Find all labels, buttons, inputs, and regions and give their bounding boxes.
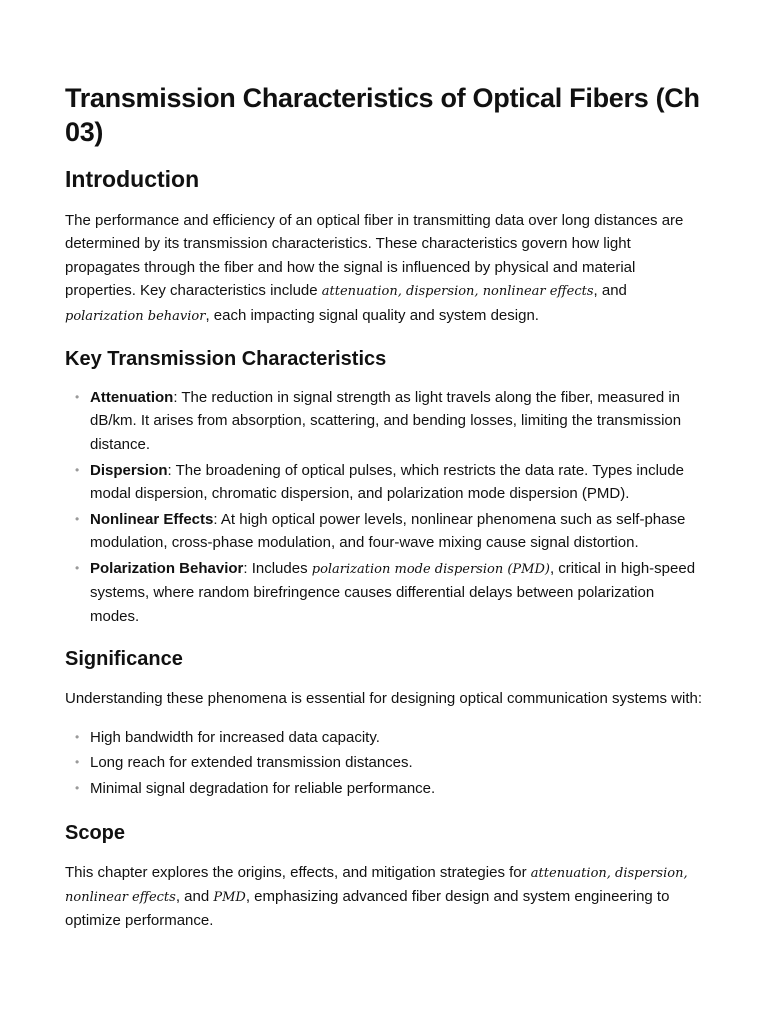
item-term: Nonlinear Effects xyxy=(90,510,214,528)
scope-math-3: PMD xyxy=(213,890,246,906)
introduction-text-3: , each impacting signal quality and system design. xyxy=(205,306,539,324)
scope-text-1: This chapter explores the origins, effects, and mitigation strategies for xyxy=(65,863,531,881)
bullet-dot: • xyxy=(75,462,80,477)
item-text: : The broadening of optical pulses, which restricts the data rate. Types include modal dispersion, chromatic dispersion, and polarization mode dispersion (PMD). xyxy=(90,461,684,503)
list-item xyxy=(75,777,704,800)
bullet-dot: • xyxy=(75,511,80,526)
scope-heading: Scope xyxy=(65,821,126,844)
list-item-text: Long reach for extended transmission distances. xyxy=(90,754,413,772)
introduction-paragraph xyxy=(65,209,704,328)
scope-paragraph xyxy=(65,861,704,933)
item-text-before: : Includes xyxy=(243,560,312,578)
bullet-dot: • xyxy=(75,561,80,576)
bullet-dot: • xyxy=(75,729,80,744)
introduction-heading: Introduction xyxy=(65,166,200,192)
introduction-text-2: , and xyxy=(593,282,627,300)
list-item-text: High bandwidth for increased data capacity. xyxy=(90,728,380,746)
introduction-math-2: polarization behavior xyxy=(65,308,206,324)
bullet-dot: • xyxy=(75,390,80,405)
scope-text-2: , and xyxy=(175,888,214,906)
item-term: Dispersion xyxy=(90,461,168,479)
bullet-dot: • xyxy=(75,755,80,770)
item-text-after: , critical in high-speed systems, where random birefringence causes differential delays between polarization modes. xyxy=(90,560,696,625)
list-item-attenuation xyxy=(75,386,704,456)
significance-heading: Significance xyxy=(65,648,183,671)
list-item-nonlinear-effects xyxy=(75,508,704,555)
significance-paragraph: Understanding these phenomena is essential for designing optical communication systems with: xyxy=(65,690,703,708)
key-characteristics-list xyxy=(65,386,704,628)
introduction-math-1: attenuation, dispersion, nonlinear effects xyxy=(321,284,594,300)
item-term: Polarization Behavior xyxy=(90,560,244,578)
key-characteristics-heading: Key Transmission Characteristics xyxy=(65,348,387,371)
item-text: : At high optical power levels, nonlinear phenomena such as self-phase modulation, cross-phase modulation, and four-wave mixing cause signal distortion. xyxy=(90,510,686,552)
significance-list xyxy=(65,726,704,801)
bullet-dot: • xyxy=(75,781,80,796)
scope-text-3: , emphasizing advanced fiber design and system engineering to optimize performance. xyxy=(65,888,670,930)
item-term: Attenuation xyxy=(90,389,174,407)
list-item xyxy=(75,751,704,774)
item-text: : The reduction in signal strength as light travels along the fiber, measured in dB/km. It arises from absorption, scattering, and bending losses, limiting the transmission distance. xyxy=(90,389,682,453)
list-item xyxy=(75,726,704,749)
list-item-dispersion xyxy=(75,459,704,506)
scope-math-2: nonlinear effects xyxy=(65,890,176,906)
item-math: polarization mode dispersion (PMD) xyxy=(311,562,550,578)
scope-math-1: attenuation, dispersion, xyxy=(530,865,688,881)
list-item-polarization-behavior xyxy=(75,557,704,628)
list-item-text: Minimal signal degradation for reliable performance. xyxy=(90,780,436,798)
page-title: Transmission Characteristics of Optical Fibers (Ch 03) xyxy=(65,83,700,147)
introduction-text-1: The performance and efficiency of an optical fiber in transmitting data over long distances are determined by its transmission characteristics. These characteristics govern how light propagates through the fiber and how the signal is influenced by physical and material properties. Key characteristics include xyxy=(65,212,684,300)
